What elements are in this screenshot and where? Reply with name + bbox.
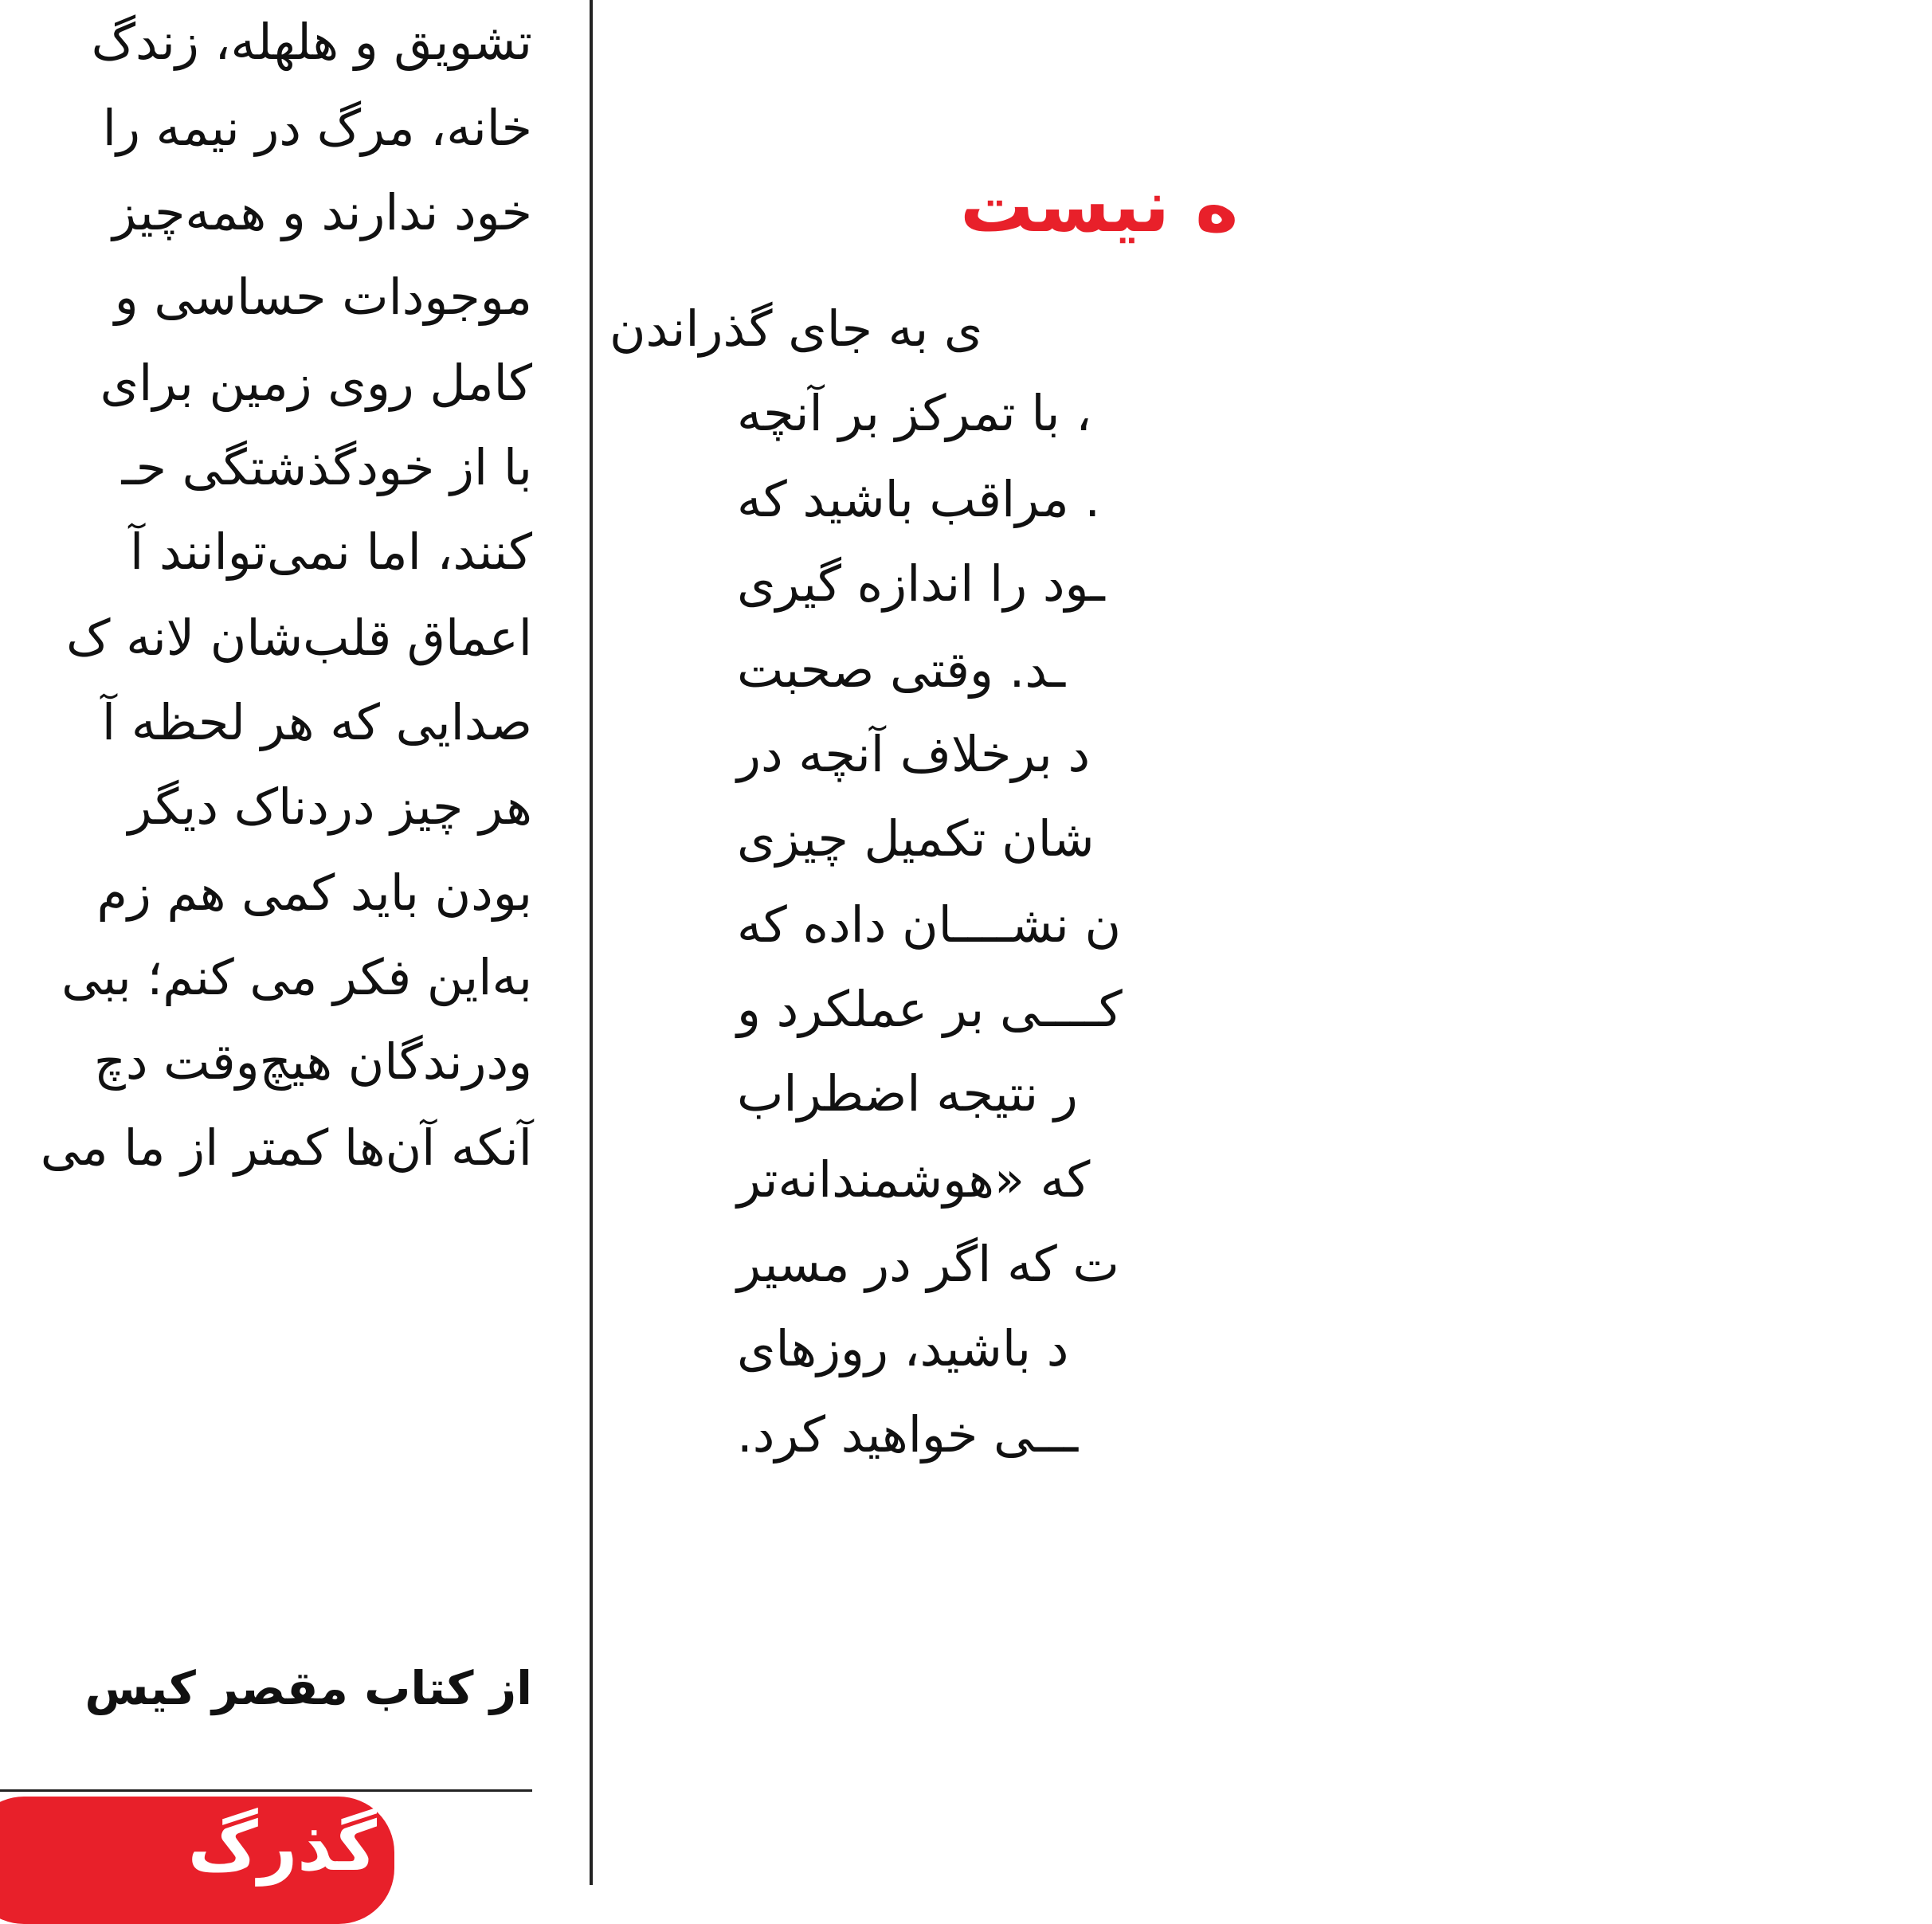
right-line: ، با تمرکز بر آنچه: [737, 384, 1092, 442]
right-line: کــــی بر عملکرد و: [737, 980, 1123, 1038]
right-line: د برخلاف آنچه در: [737, 725, 1091, 783]
right-line: ـــی خواهید کرد.: [737, 1405, 1079, 1464]
section-rule: [0, 1789, 532, 1792]
right-line: شان تکمیل چیزی: [737, 809, 1095, 868]
source-credit: از کتاب مقصر کیس: [84, 1661, 532, 1715]
right-line: ن نشــــان داده که: [737, 895, 1121, 954]
article-headline: ه نیست: [960, 163, 1239, 249]
section-tab-label: گذرگ: [187, 1807, 377, 1887]
left-line: با از خودگذشتگی حـ: [121, 438, 532, 496]
left-line: آنکه آن‌ها کمتر از ما می: [40, 1119, 532, 1177]
right-line: ـود را اندازه گیری: [737, 554, 1105, 613]
left-line: کامل روی زمین برای: [100, 354, 532, 412]
right-column: [609, 0, 1239, 1885]
left-line: صدایی که هر لحظه آ: [101, 693, 532, 751]
right-line: که «هوشمندانه‌تر: [737, 1150, 1091, 1209]
right-line: ر نتیجه اضطراب: [737, 1064, 1078, 1123]
left-line: کنند، اما نمی‌توانند آ: [130, 523, 532, 581]
right-line: . مراقب باشید که: [737, 470, 1101, 528]
column-divider: [590, 0, 593, 1885]
left-line: موجودات حساسی و: [114, 268, 532, 326]
right-line: ی به جای گذراندن: [609, 300, 983, 358]
left-line: به‌این فکر می کنم؛ ببی: [61, 948, 532, 1006]
left-line: تشویق و هلهله، زندگ: [91, 13, 532, 71]
left-line: هر چیز دردناک دیگر: [127, 778, 532, 836]
left-line: اعماق قلب‌شان لانه ک: [66, 609, 532, 667]
left-line: خانه، مرگ در نیمه را: [102, 99, 532, 157]
right-line: ـد. وقتی صحبت: [737, 641, 1066, 699]
left-line: بودن باید کمی هم زم: [96, 864, 532, 922]
left-line: ودرندگان هیچ‌وقت دچ: [93, 1033, 532, 1091]
right-line: د باشید، روزهای: [737, 1319, 1069, 1377]
left-line: خود ندارند و همه‌چیز: [112, 183, 532, 241]
right-line: ت که اگر در مسیر: [737, 1235, 1119, 1293]
left-column: [0, 0, 532, 1885]
